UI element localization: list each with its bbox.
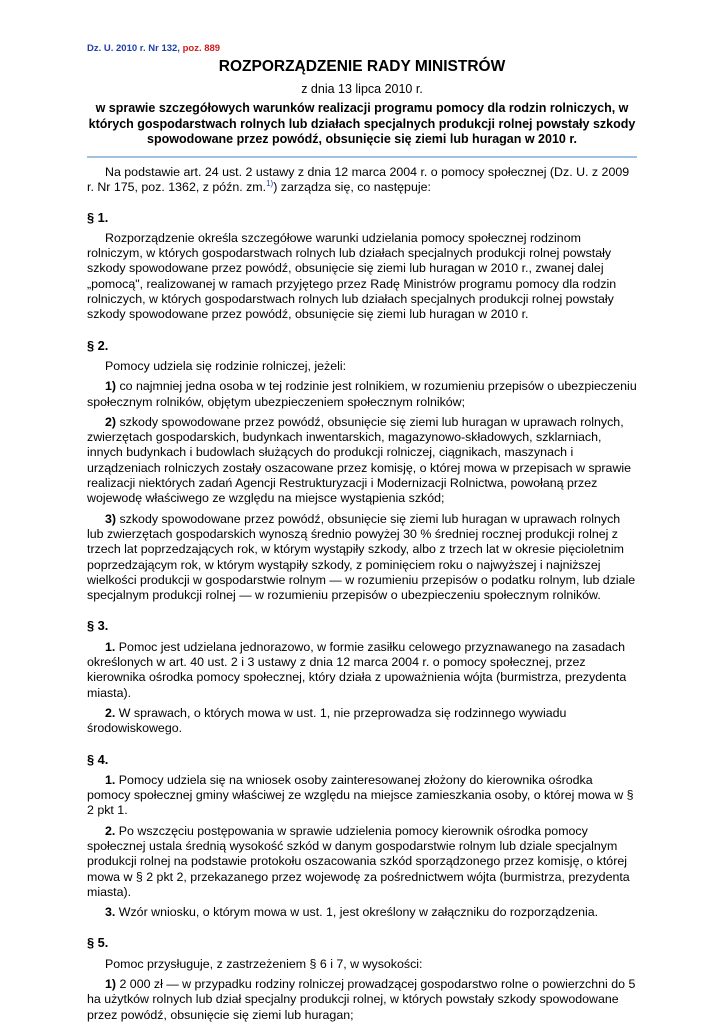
section-1-text: Rozporządzenie określa szczegółowe warunki udzielania pomocy społecznej rodzinom rolniczym, w których gospodarstwach rolnych lub działach specjalnych produkcji rolnej powstały szkody spowodowane przez powódź, obsunięcie się ziemi lub huragan w 2010 r., zwanej dalej „pomocą", realizowanej w ramach przyjętego przez Radę Ministrów programu pomocy dla rodzin rolniczych, w których gospodarstwach rolnych lub działach specjalnych produkcji rolnej powstały szkody spowodowane przez powódź, obsunięcie się ziemi lub huragan w 2010 r. <box>87 230 617 322</box>
section-2-item: 1) co najmniej jedna osoba w tej rodzinie jest rolnikiem, w rozumieniu przepisów o ubezpieczeniu społecznym rolników, objętym ubezpieczeniem społecznym rolników; <box>87 379 637 409</box>
document-title: ROZPORZĄDZENIE RADY MINISTRÓW <box>218 58 506 75</box>
section-4-item: 1. Pomocy udziela się na wniosek osoby zainteresowanej złożony do kierownika ośrodka pomocy społecznej gminy właściwej ze względu na miejsce zamieszkania osoby, o której mowa w § 2 pkt 1. <box>87 772 634 818</box>
journal-position: poz. 889 <box>182 43 221 54</box>
section-3-item: 2. W sprawach, o których mowa w ust. 1, nie przeprowadza się rodzinnego wywiadu środowiskowego. <box>87 705 567 736</box>
document-subject: w sprawie szczegółowych warunków realizacji programu pomocy dla rodzin rolniczych, w których gospodarstwach rolnych lub działach specjalnych produkcji rolnej powstały szkody spowodowane przez powódź, obsunięcie się ziemi lub huragan w 2010 r. <box>88 101 636 146</box>
footnote-ref[interactable]: 1) <box>266 179 274 189</box>
section-5-heading: § 5. <box>87 935 109 951</box>
document-body <box>87 165 639 1028</box>
section-2-heading: § 2. <box>87 337 109 353</box>
header-divider <box>87 156 637 158</box>
document-date: z dnia 13 lipca 2010 r. <box>301 82 423 96</box>
section-5-lead: Pomoc przysługuje, z zastrzeżeniem § 6 i 7, w wysokości: <box>105 956 423 971</box>
section-2-item: 3) szkody spowodowane przez powódź, obsunięcie się ziemi lub huragan w uprawach rolnych lub zwierzętach gospodarskich wynoszą średnio powyżej 30 % średniej rocznej produkcji rolnej z trzech lat poprzedzających rok, w którym wystąpiły szkody, albo z trzech lat w okresie pięcioletnim poprzedzającym rok, w którym wystąpiły szkody, z pominięciem roku o najwyższej i najniższej wielkości produkcji w gospodarstwie rolnym — w rozumieniu przepisów o podatku rolnym, lub dziale specjalnym produkcji rolnej — w rozumieniu przepisów o ubezpieczeniu społecznym rolników. <box>87 511 636 603</box>
section-3-heading: § 3. <box>87 618 109 634</box>
section-1-heading: § 1. <box>87 209 109 225</box>
section-2-lead: Pomocy udziela się rodzinie rolniczej, jeżeli: <box>105 358 347 373</box>
section-3-item: 1. Pomoc jest udzielana jednorazowo, w formie zasiłku celowego przyznawanego na zasadach określonych w art. 40 ust. 2 i 3 ustawy z dnia 12 marca 2004 r. o pomocy społecznej, przez kierownika ośrodka pomocy społecznej, który działa z upoważnienia wójta (burmistrza, prezydenta miasta). <box>87 639 627 700</box>
section-4-item: 3. Wzór wniosku, o którym mowa w ust. 1, jest określony w załączniku do rozporządzenia. <box>105 905 599 920</box>
journal-number: Dz. U. 2010 r. Nr 132, <box>87 43 180 54</box>
section-5-item: 1) 2 000 zł — w przypadku rodziny rolniczej prowadzącej gospodarstwo rolne o powierzchni do 5 ha użytków rolnych lub dział specjalny produkcji rolnej, w których powstały szkody spowodowane przez powódź, obsunięcie się ziemi lub huragan; <box>87 977 636 1022</box>
section-4-heading: § 4. <box>87 751 109 767</box>
preamble: Na podstawie art. 24 ust. 2 ustawy z dnia 12 marca 2004 r. o pomocy społecznej (Dz. U. z 2009 r. Nr 175, poz. 1362, z późn. zm.$^{1)}$) zarządza się, co następuje: <box>87 165 630 195</box>
journal-reference <box>87 43 220 54</box>
section-4-item: 2. Po wszczęciu postępowania w sprawie udzielenia pomocy kierownik ośrodka pomocy społecznej ustala średnią wysokość szkód w danym gospodarstwie rolnym lub dziale specjalnym produkcji rolnej na podstawie protokołu oszacowania szkód sporządzonego przez komisję, o której mowa w § 2 pkt 2, przekazanego przez wojewodę za pośrednictwem wójta (burmistrza, prezydenta miasta). <box>87 823 630 899</box>
section-2-item: 2) szkody spowodowane przez powódź, obsunięcie się ziemi lub huragan w uprawach rolnych, zwierzętach gospodarskich, budynkach inwentarskich, magazynowo-składowych, szklarniach, innych budynkach i budowlach służących do produkcji rolniczej, ciągnikach, maszynach i urządzeniach rolniczych zostały oszacowane przez komisję, o której mowa w przepisach w sprawie realizacji niektórych zadań Agencji Restrukturyzacji i Modernizacji Rolnictwa, powołaną przez wojewodę właściwego ze względu na miejsce wystąpienia szkód; <box>87 414 632 506</box>
